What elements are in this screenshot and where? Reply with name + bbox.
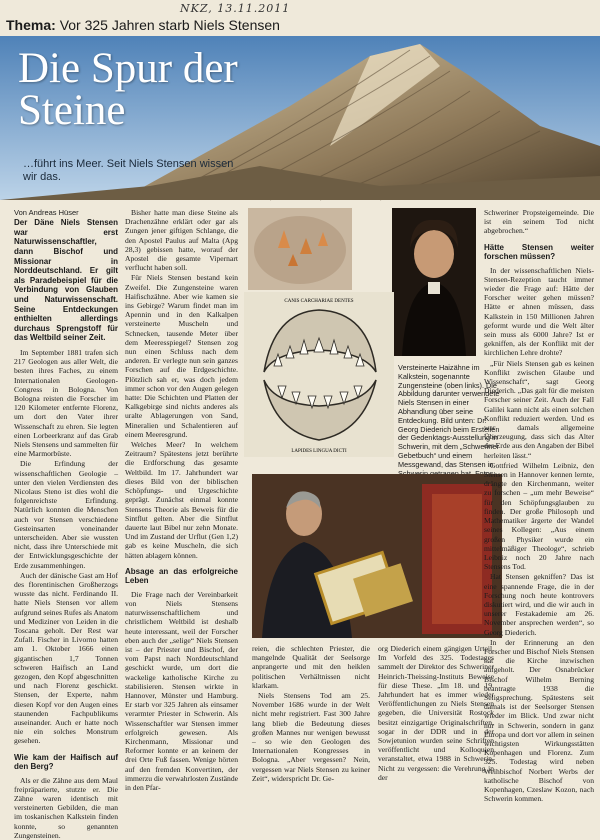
column-1 xyxy=(14,208,118,840)
shark-head-engraving xyxy=(244,292,394,457)
stensen-portrait xyxy=(392,208,476,356)
column-3 xyxy=(252,644,370,783)
body-paragraph: In der wissenschaftlichen Niels-Stensen-Rezeption taucht immer wieder die Frage auf: Hätte der Forscher weiter gehen müssen? Hätte er ahnen müssen, dass Kalkstein in 150 Millionen Jahren geformt wurde und die Welt älter sein muss als 6000 Jahre? Ist er gekniffen, als der Konflikt mit der kirchlichen Lehre drohte? xyxy=(484,265,594,358)
headline xyxy=(18,45,238,134)
body-paragraph: Niels Stensens Tod am 25. November 1686 wurde in der Welt nicht mehr registriert. Fast 300 Jahre lang blieb die Bedeutung dieses großen Mannes nur wenigen bewusst – so wie den Geologen des Internationalen Kongresses in Bologna. „Aber vergessen? Nein, vergessen war Niels Stensen zu keiner Zeit“, widerspricht Dr. Ge- xyxy=(252,691,370,783)
subheading: Absage an das erfolgreiche Leben xyxy=(125,566,238,586)
body-paragraph: „Für Niels Stensen gab es keinen Konflikt zwischen Glaube und Wissenschaft“, sagt Georg Diederich. „Das galt für die meisten Forscher seiner Zeit. Auch der Fall Galilei kann nicht als einen solchen Konflikt reduziert werden. Und es war damals allgemeine Überzeugung, dass sich das Alter der Erde aus den Angaben der Bibel herleiten lässt.“ xyxy=(484,358,594,460)
column-5 xyxy=(484,208,594,804)
body-paragraph: org Diederich einem gängigen Urteil. Im Vorfeld des 325. Todestages sammelt der Direktor des Schweriner Heinrich-Theissing-Instituts Beweise für diese These. „Im 18. und 19. Jahrhundert hat es immer wieder Veröffentlichungen zu Niels Stensen gegeben, die Universität Rostock besitzt einzigartige Originalschriften, sogar in der DDR und in der Sowjetunion wurden seine Schriften veröffentlicht und Kolloquien veranstaltet, etwa 1988 in Schwerin. Nicht zu vergessen: die Verehrung in der xyxy=(378,644,494,782)
body-paragraph: In der Erinnerung an den Forscher und Bischof Niels Stensen hat die Kirche inzwischen aufgeholt. Der Osnabrücker Bischof Wilhelm Berning beantragte 1938 die Seligsprechung. Spätestens seit damals ist der Seelsorger Stensen wieder im Blick. Und zwar nicht nur in Schwerin, sondern in ganz Europa und dort vor allem in seinen wichtigsten Wirkungsstätten Kopenhagen und Florenz. Zum 325. Todestag wird neben Weihbischof Norbert Werbs der katholische Bischof von Kopenhagen, Czeslaw Kozon, nach Schwerin kommen. xyxy=(484,637,594,804)
topic-line xyxy=(6,17,280,33)
handwritten-note: NKZ, 13.11.2011 xyxy=(180,2,291,15)
byline: Von Andreas Hüser xyxy=(14,208,79,217)
body-paragraph: Gottfried Wilhelm Leibniz, den Stensen in Hannover kennen lernte, drängte den Kirchenmann, weiter zu forschen – „um mehr Beweise“ für den Schöpfungsglauben zu finden. Der große Philosoph und Mathematiker ärgerte der Wandel seines Kollegen: „Aus einem großen Physiker wurde ein mittelmäßiger Theologe“, schrieb Leibniz noch 20 Jahre nach Stensens Tod. xyxy=(484,460,594,572)
subheading: Wie kam der Haifisch auf den Berg? xyxy=(14,752,118,772)
body-paragraph: reien, die schlechten Priester, die mangelnde Qualität der Seelsorge anprangerte und mit den heiklen politischen Verhältnissen nicht klarkam. xyxy=(252,644,370,690)
lead-paragraph: Der Däne Niels Stensen war erst Naturwissenschaftler, dann Bischof und Missionar in Norddeutschland. Er gilt als Paradebeispiel für die Verbindung von Glauben und Naturwissenschaft. Seine Entdeckungen enthielten allerdings durchaus Sprengstoff für das Weltbild seiner Zeit. xyxy=(14,218,118,343)
body-paragraph: Hat Stensen gekniffen? Das ist eine spannende Frage, die in der Forschung noch heute kontrovers diskutiert wird, und die wir auch in unserer Festakademie am 26. November ansprechen werden“, so Georg Diederich. xyxy=(484,572,594,637)
topic-text: Vor 325 Jahren starb Niels Stensen xyxy=(59,17,280,33)
body-paragraph: Auch der dänische Gast am Hof des florentinischen Großherzogs wusste das nicht. Ferdinando II. hatte Niels Stensen vor allem aufgrund seines Rufes als Anatom und Mediziner von Leiden in die Toscana geholt. Der Rest war Zufall. Fischer in Livorno hatten am 1. Oktober 1666 einen gigantischen 1,7 Tonnen schweren Haifisch an Land gezogen, den Kopf abgeschnitten und nach Florenz geschickt. Stensen, der Experte, nahm diesen Kopf vor den Augen eines staunenden Fachpublikums auseinander. Auch er hatte noch nie ein solches Monstrum gesehen. xyxy=(14,570,118,746)
shark-label-bottom: LAPIDES LINGUA DICTI xyxy=(291,449,347,454)
body-paragraph: Im September 1881 trafen sich 217 Geologen aus aller Welt, die besten ihres Faches, zu einem Internationalen Geologen-Congress in Bologna. Von Bologna reisten die Forscher im 120 Kilometer entfernte Florenz, um dort den Vater ihrer Wissenschaft zu ehren. Sie legten einen Lorbeerkranz auf das Grab Niels Stensens und sammelten für eine Marmorbüste. xyxy=(14,347,118,459)
exhibition-photo xyxy=(252,474,502,638)
body-paragraph: Die Erfindung der wissenschaftlichen Geologie – unter den vielen Verdiensten des Nicolaus Steno ist dies wohl die folgenreichste Erfindung. Natürlich konnten die Menschen auch vor Stensen verschiedene Gesteinsarten voneinander unterscheiden. Aber sie wussten nicht, dass ihre Unterschiede mit der Entwicklungsgeschichte der Erde zusammenhingen. xyxy=(14,459,118,570)
shark-label-top: CANIS CARCHARIAE DENTES xyxy=(284,299,354,304)
fossil-teeth-photo xyxy=(248,208,352,290)
body-paragraph: Als er die Zähne aus dem Maul freipräparierte, stutzte er. Die Zähne waren identisch mit versteinerten Gebilden, die man im toskanischen Kalkstein finden konnte, so genannten Zungensteinen. xyxy=(14,775,118,840)
body-paragraph: Bisher hatte man diese Steine als Drachenzähne erklärt oder gar als Zungen jener giftigen Schlange, die den Apostel Paulus auf Malta (Apg 28,3) gebissen hatte, worauf der Apostel die gesamte Vipernart verflucht haben soll. xyxy=(125,208,238,273)
subheading: Hätte Stensen weiter forschen müssen? xyxy=(484,242,594,262)
body-paragraph: Welches Meer? In welchem Zeitraum? Spätestens jetzt berührte die Erdforschung das gesamte Weltbild. Im 17. Jahrhundert war dieses Bild von der biblischen Schöpfungs- und Urgeschichte geprägt. Zunächst einmal konnte Stensens Theorie als Beweis für die Sintflut gelten. Aber die Sintflut dauerte laut Bibel nur zehn Monate. Und im Zustand der Urflut (Gen 1,2) gab es keine Muscheln, die sich hätten ablagern können. xyxy=(125,440,238,560)
headline-line2: Steine xyxy=(18,87,126,134)
column-2 xyxy=(125,208,238,792)
column-4 xyxy=(378,644,494,782)
body-paragraph: Für Niels Stensen bestand kein Zweifel. Die Zungensteine waren Haifischzähne. Aber wie kamen sie ins Gebirge? Warum findet man im Apennin und in den Kalkalpen versteinerte Muscheln und Schnecken, tausende Meter über dem Meeresspiegel? Stensen zog nun einen Schluss nach dem anderen. Er verlegte nun sein ganzes Forschen auf die Erdgeschichte. Plötzlich sah er, was doch jedem immer schon vor den Augen gelegen hatte: Die Schichten und Platten der Kalkgebirge sind nichts anderes als uralte Ablagerungen von Sand, Mineralien und Schalentieren auf einem Meeresgrund. xyxy=(125,273,238,439)
deck-text: …führt ins Meer. Seit Niels Stensen wissen wir das. xyxy=(23,158,234,183)
photo-caption: Versteinerte Haizähne im Kalkstein, sogenannte Zungensteine (oben links). Die Abbildung darunter verwendete Niels Stensen in einer Abhandlung über seine Entdeckung. Bild unten: Dr. Georg Diederich beim Erstellen der Gedenktags-Ausstellung in Schwerin, mit dem „Schweriner Gebetbuch“ und einem Messgewand, das Stensen in xyxy=(398,363,500,469)
headline-line1: Die Spur der xyxy=(18,45,238,92)
topic-label: Thema: xyxy=(6,17,56,33)
body-paragraph: Die Frage nach der Vereinbarkeit von Niels Stensens naturwissenschaftlichem und christlichem Weltbild ist deshalb heute interessant, weil der Forscher eben auch der „selige“ Niels Stensen ist – der Priester und Bischof, der vom Papst nach Norddeutschland geschickt wurde, um dort die wackelige katholische Kirche zu stabilisieren. Stensen wirkte in Hannover, Münster und Hamburg. Er starb vor 325 Jahren als einsamer verarmter Priester in Schwerin. Als Wissenschaftler war Stensen immer erfolgreich gewesen. Als Kirchenmann, Missionar und Reformer konnte er an keinem der drei Orte Fuß fassen. Wenige hörten auf den fremden Konvertiten, der immerzu die verwahrlosten Zustände in den Pfar- xyxy=(125,589,238,792)
body-paragraph: Schweriner Propsteigemeinde. Die ist ein seinem Tod nicht abgebrochen.“ xyxy=(484,208,594,236)
